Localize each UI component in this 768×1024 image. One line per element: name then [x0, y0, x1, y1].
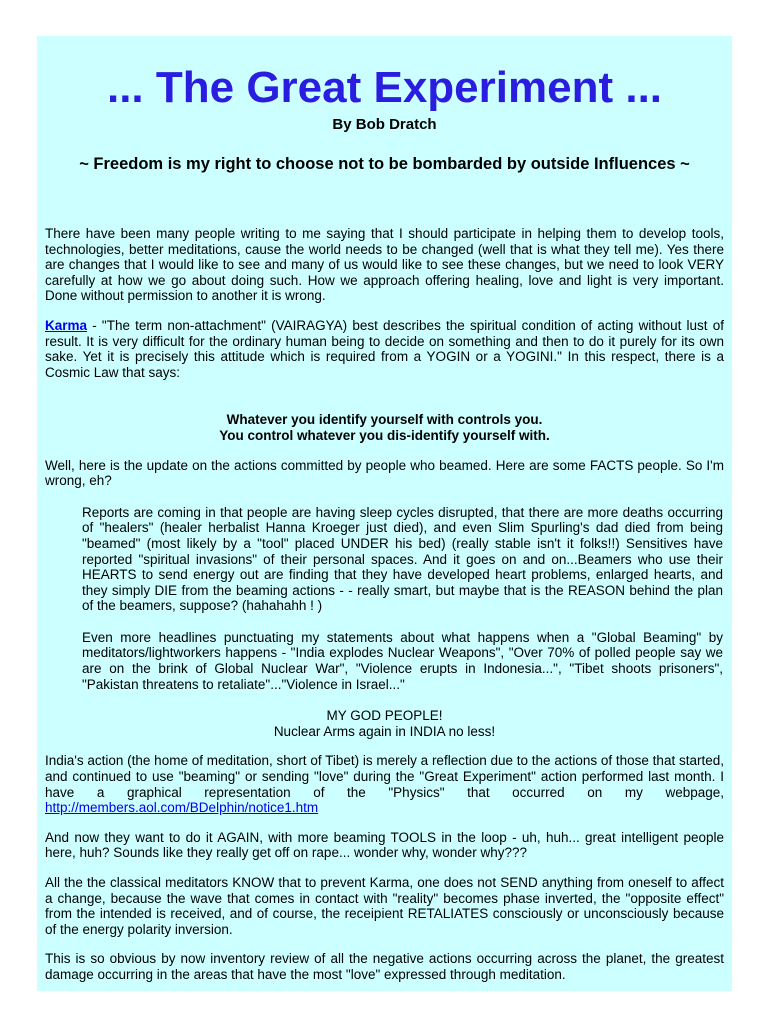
- update-paragraph: Well, here is the update on the actions committed by people who beamed. Here are some FACTS people. So I'm wrong, eh?: [45, 457, 724, 489]
- karma-link[interactable]: Karma: [45, 317, 88, 333]
- india-paragraph: [45, 753, 724, 815]
- karma-paragraph: [45, 318, 724, 380]
- page-title: ... The Great Experiment ...: [106, 63, 663, 112]
- intro-paragraph: There have been many people writing to me saying that I should participate in helping them to develop tools, technologies, better meditations, cause the world needs to be changed (well that is what they tell me). Yes there are changes that I would like to see and many of us would like to see these changes, but we need to look VERY carefully at how we go about doing such. How we approach offering healing, love and light is very important. Done without permission to another it is wrong.: [45, 226, 724, 304]
- cosmic-law-quote: [45, 412, 724, 443]
- india-paragraph-text: India's action (the home of meditation, short of Tibet) is merely a reflection due to the actions of those that started, and continued to use "beaming" or sending "love" during the "Great Experiment" action performed last month. I have a graphical representation of the "Physics" that occurred on my webpage,: [45, 753, 724, 800]
- author-byline: By Bob Dratch: [332, 116, 437, 133]
- meditators-paragraph: All the the classical meditators KNOW that to prevent Karma, one does not SEND anything from oneself to affect a change, because the wave that comes in contact with "reality" becomes phase inverted, the "opposite effect" from the intended is received, and of course, the receipient RETALIATES consciously or unconsciously because of the energy polarity inversion.: [45, 875, 724, 937]
- quote-line: Whatever you identify yourself with controls you.: [226, 412, 543, 428]
- exclamation-line: Nuclear Arms again in INDIA no less!: [273, 723, 496, 739]
- reports-paragraph: Reports are coming in that people are having sleep cycles disrupted, that there are more deaths occurring of "healers" (healer herbalist Hanna Kroeger just died), and even Slim Spurling's dad died from being "beamed" (most likely by a "tool" placed UNDER his bed) (really stable isn't it folks!!) Sensitives have reported "spiritual invasions" of their personal spaces. And it goes on and on...Beamers who use their HEARTS to send energy out are finding that they have developed heart problems, enlarged hearts, and they simply DIE from the beaming actions - - really smart, but maybe that is the REASON behind the plan of the beamers, suppose? (hahahahh ! ): [82, 504, 723, 614]
- inventory-paragraph: This is so obvious by now inventory review of all the negative actions occurring across the planet, the greatest damage occurring in the areas that have the most "love" expressed through meditation.: [45, 951, 724, 982]
- document-page: [37, 36, 732, 991]
- motto-heading: ~ Freedom is my right to choose not to be bombarded by outside Influences ~: [79, 155, 690, 173]
- karma-paragraph-text: - "The term non-attachment" (VAIRAGYA) best describes the spiritual condition of acting without lust of result. It is very difficult for the ordinary human being to decide on something and then to do it purely for its own sake. Yet it is precisely this attitude which is required from a YOGIN or a YOGINI." In this respect, there is a Cosmic Law that says:: [45, 317, 724, 380]
- webpage-link[interactable]: http://members.aol.com/BDelphin/notice1.htm: [45, 800, 319, 816]
- headlines-paragraph: Even more headlines punctuating my statements about what happens when a "Global Beaming" by meditators/lightworkers happens - "India explodes Nuclear Weapons", "Over 70% of polled people say we are on the brink of Global Nuclear War", "Violence erupts in Indonesia...", "Tibet shoots prisoners", "Pakistan threatens to retaliate"..."Violence in Israel...": [82, 629, 723, 692]
- quote-line: You control whatever you dis-identify yourself with.: [219, 427, 550, 443]
- exclamation-block: [45, 708, 724, 739]
- again-paragraph: And now they want to do it AGAIN, with more beaming TOOLS in the loop - uh, huh... great intelligent people here, huh? Sounds like they really get off on rape... wonder why, wonder why???: [45, 829, 724, 861]
- exclamation-line: MY GOD PEOPLE!: [326, 708, 443, 724]
